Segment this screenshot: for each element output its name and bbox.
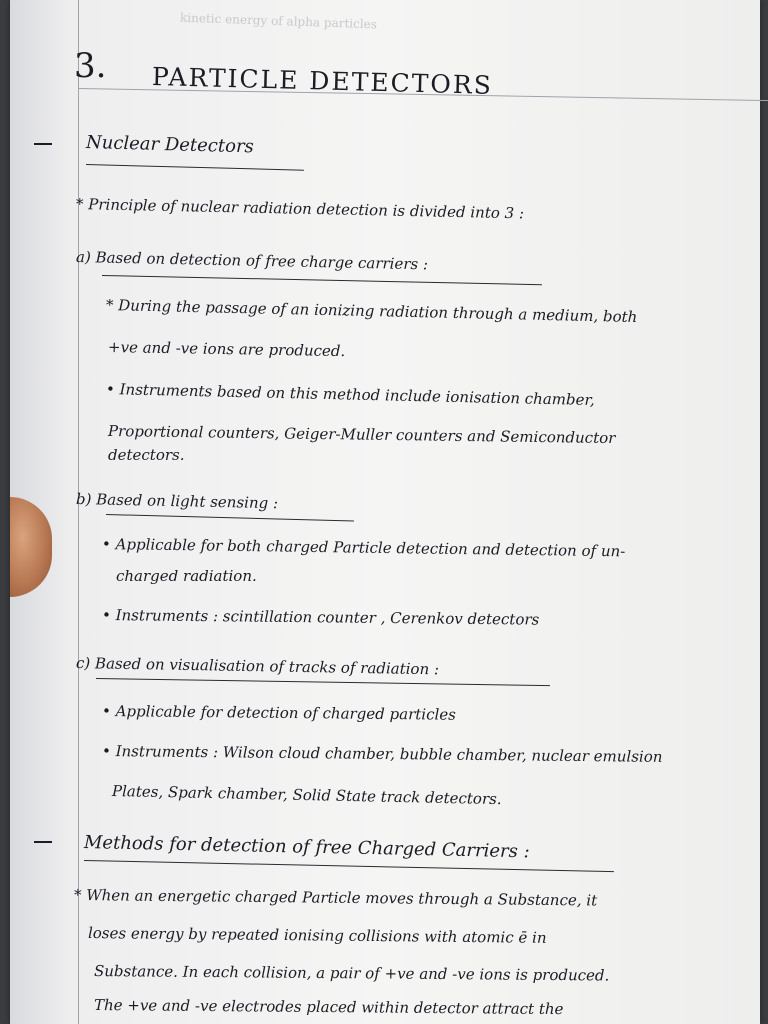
paragraph-line3: Substance. In each collision, a pair of +ve and -ve ions is produced. — [93, 962, 610, 985]
section-heading-methods: Methods for detection of free Charged Carriers : — [83, 832, 530, 863]
heading-underline — [84, 860, 614, 872]
section-dash — [34, 841, 52, 843]
subheading-underline — [102, 275, 542, 285]
section-dash — [34, 143, 52, 145]
bullet-b2-line1: • Instruments : scintillation counter , Cerenkov detectors — [101, 606, 540, 629]
margin-line — [78, 0, 79, 1024]
paragraph-line2: loses energy by repeated ionising collisions with atomic ē in — [87, 924, 547, 947]
page-number: 3. — [74, 46, 107, 86]
heading-underline — [86, 164, 304, 171]
paragraph-line4: The +ve and -ve electrodes placed within detector attract the — [93, 996, 564, 1019]
subheading-c: c) Based on visualisation of tracks of radiation : — [75, 654, 440, 679]
subheading-b: b) Based on light sensing : — [75, 490, 279, 513]
bullet-a2-line1: • Instruments based on this method include ionisation chamber, — [105, 380, 595, 410]
subheading-underline — [106, 514, 354, 521]
page-title: PARTICLE DETECTORS — [151, 62, 494, 100]
subheading-a: a) Based on detection of free charge carriers : — [75, 248, 429, 274]
bullet-c2-line2: Plates, Spark chamber, Solid State track detectors. — [111, 782, 502, 809]
bullet-c2-line1: • Instruments : Wilson cloud chamber, bubble chamber, nuclear emulsion — [101, 742, 663, 766]
intro-line: * Principle of nuclear radiation detection is divided into 3 : — [75, 195, 525, 223]
bullet-a2-line2: Proportional counters, Geiger-Muller counters and Semiconductor — [107, 422, 616, 448]
bullet-a2-line3: detectors. — [108, 446, 185, 464]
bullet-b1-line1: • Applicable for both charged Particle detection and detection of un- — [101, 535, 626, 561]
bullet-a1-line1: * During the passage of an ionizing radiation through a medium, both — [105, 296, 638, 327]
paragraph-line1: * When an energetic charged Particle moves through a Substance, it — [73, 886, 598, 910]
bullet-a1-line2: +ve and -ve ions are produced. — [107, 338, 346, 361]
section-heading-nuclear-detectors: Nuclear Detectors — [85, 132, 255, 158]
bullet-b1-line2: charged radiation. — [116, 567, 257, 585]
subheading-underline — [96, 678, 550, 686]
bleed-through-text: kinetic energy of alpha particles — [179, 10, 378, 32]
bullet-c1-line1: • Applicable for detection of charged particles — [101, 702, 456, 724]
notebook-page — [10, 0, 760, 1024]
